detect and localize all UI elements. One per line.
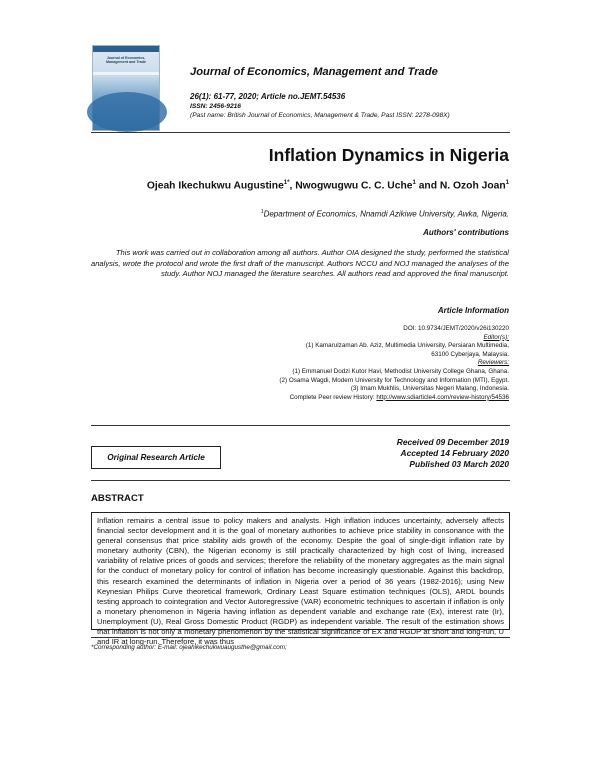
- affiliation-text: Department of Economics, Nnamdi Azikiwe University, Awka, Nigeria.: [263, 209, 509, 219]
- dates-divider: [91, 480, 510, 481]
- author-sup: 1: [505, 180, 509, 186]
- author-name: Ojeah Ikechukwu Augustine: [146, 180, 284, 192]
- contributions-heading: Authors' contributions: [423, 228, 509, 237]
- publication-dates: [397, 437, 509, 471]
- reviewer-3: (3) Imam Mukhlis, Universitas Negeri Malang, Indonesia.: [350, 385, 509, 393]
- editor-1: (1) Kamarulzaman Ab. Aziz, Multimedia University, Persiaran Multimedia,: [305, 342, 509, 350]
- author-name: N. Ozoh Joan: [439, 180, 506, 192]
- affiliation: [261, 209, 509, 219]
- abstract-text: Inflation remains a central issue to policy makers and analysts. High inflation induces uncertainty, adversely affects financial sector development and it is the goal of monetary authorities to achieve price stability in consonance with the general consensus that price stability aids growth of the economy. Despite the goal of single-digit inflation rate by monetary authority (CBN), the Nigerian economy is still practically characterized by high cost of living, increased variability of relative prices of goods and services; therefore the reliability of the monetary aggregates as the main signal for the conduct of monetary policy for control of inflation has become increasingly questionable. Against this backdrop, this research examined the determinants of inflation in Nigeria over a period of 36 years (1982-2016); using New Keynesian Philips Curve theoretical framework, Ordinary Least Square estimation techniques (OLS), ARDL bounds testing approach to cointegration and Vector Autoregressive (VAR) econometric techniques to ascertain if inflation is only a monetary phenomenon in Nigeria having inflation as dependent variable and exchange rate (Ex), interest rate (Ir), Unemployment (U), Real Gross Domestic Product (RGDP) as independent variable. The result of the estimation shows that inflation is not only a monetary phenomenon by the statistical significance of EX and RGDP at short and long-run, U and IR at long-run. Therefore, it was thus: [91, 512, 510, 630]
- article-information-block: [89, 325, 509, 402]
- reviewers-label: Reviewers:: [477, 359, 509, 367]
- header-divider: [91, 132, 510, 133]
- affiliation-sup: 1: [260, 209, 264, 215]
- journal-cover-image: [92, 45, 160, 131]
- received-date: Received 09 December 2019: [396, 437, 509, 447]
- reviewer-1: (1) Emmanuel Dodzi Kutor Havi, Methodist University College Ghana, Ghana.: [292, 367, 509, 375]
- corresponding-author-footnote: *Corresponding author: E-mail: ojeahikechukwuaugusthe@gmail.com;: [91, 644, 287, 651]
- cover-title: Journal of Economics, Management and Trade: [106, 56, 146, 65]
- review-history-label: Complete Peer review History:: [289, 393, 377, 401]
- reviewer-2: (2) Osama Wagdi, Modern University for Technology and Information (MTI), Egypt.: [279, 376, 509, 384]
- journal-volume-line: 26(1): 61-77, 2020; Article no.JEMT.54536: [190, 92, 346, 101]
- article-information-heading: Article Information: [437, 306, 509, 315]
- abstract-heading: ABSTRACT: [91, 493, 144, 504]
- author-name: Nwogwugwu C. C. Uche: [295, 180, 413, 192]
- cover-top-strip: [93, 46, 159, 52]
- article-type-badge: Original Research Article: [91, 446, 221, 469]
- review-history-link[interactable]: http://www.sdiarticle4.com/review-history/54536: [376, 393, 509, 401]
- journal-past-name: (Past name: British Journal of Economics, Management & Trade, Past ISSN: 2278-098X): [190, 112, 450, 119]
- footnote-divider: [91, 637, 510, 638]
- contributions-text: This work was carried out in collaboration among all authors. Author OIA designed the study, performed the statistical analysis, wrote the protocol and wrote the first draft of the manuscript. Authors NCCU and NOJ managed the analyses of the study. Author NOJ managed the literature searches. All authors read and approved the final manuscript.: [90, 248, 509, 278]
- author-separator: ,: [289, 180, 296, 192]
- cover-band: [93, 72, 159, 75]
- journal-title: Journal of Economics, Management and Trade: [190, 66, 438, 78]
- author-sup: 1: [412, 180, 416, 186]
- journal-issn: ISSN: 2456-9216: [190, 103, 241, 110]
- cover-wave: [87, 92, 167, 132]
- author-list: [147, 180, 509, 191]
- info-divider: [91, 425, 510, 426]
- editor-1-location: 63100 Cyberjaya, Malaysia.: [431, 350, 509, 358]
- author-separator: and: [415, 180, 440, 192]
- accepted-date: Accepted 14 February 2020: [400, 448, 509, 459]
- author-sup: 1*: [283, 180, 290, 186]
- review-history: [89, 394, 509, 403]
- published-date: Published 03 March 2020: [409, 459, 509, 470]
- paper-title: Inflation Dynamics in Nigeria: [268, 145, 509, 165]
- doi: DOI: 10.9734/JEMT/2020/v26i130220: [403, 325, 509, 332]
- editors-label: Editor(s):: [483, 333, 509, 341]
